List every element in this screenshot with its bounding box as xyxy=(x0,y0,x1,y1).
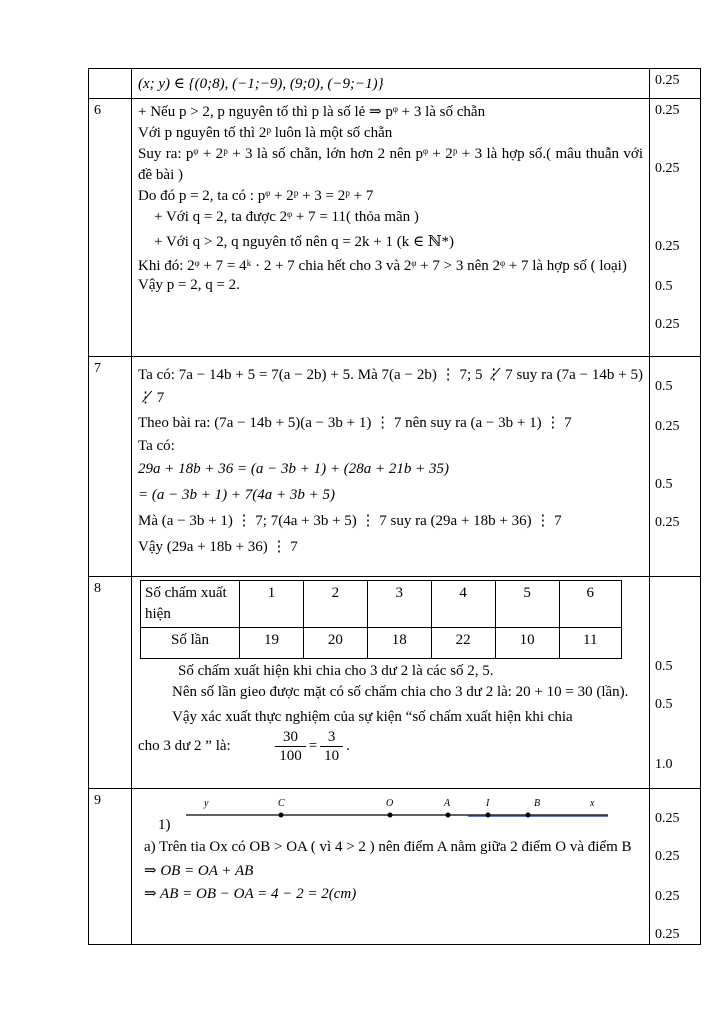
q6-line: Vậy p = 2, q = 2. xyxy=(138,277,240,293)
point-b xyxy=(526,813,531,818)
q7-line: Vậy (29a + 18b + 36) ⋮ 7 xyxy=(138,539,298,555)
score: 0.25 xyxy=(655,419,680,434)
table-row xyxy=(89,99,701,357)
table-cell: 22 xyxy=(431,628,495,659)
table-cell: 2 xyxy=(303,581,367,628)
table-cell: Số chấm xuất hiện xyxy=(141,581,240,628)
q7-line: Ta có: 7a − 14b + 5 = 7(a − 2b) + 5. Mà 7(a − 2b) ⋮ 7; 5 ⋮̸ 7 suy ra (7a − 14b + 5) ⋮̸ 7 xyxy=(138,367,643,406)
question-number: 9 xyxy=(89,789,132,945)
table-cell: 5 xyxy=(495,581,559,628)
q6-line: + Nếu p > 2, p nguyên tố thì p là số lẻ ⇒ pᵠ + 3 là số chẵn xyxy=(138,104,486,120)
score: 0.25 xyxy=(655,889,680,904)
q7-line: Theo bài ra: (7a − 14b + 5)(a − 3b + 1) ⋮ 7 nên suy ra (a − 3b + 1) ⋮ 7 xyxy=(138,415,572,431)
table-cell: Số lần xyxy=(141,628,240,659)
score: 0.5 xyxy=(655,477,673,492)
answer-key-page xyxy=(88,68,682,945)
table-row xyxy=(89,789,701,945)
q8-line-final: cho 3 dư 2 ” là: $\frac{30}{100}$ = $\frac{3}{10}$ . xyxy=(138,729,350,764)
q8-line: Nên số lần gieo được mặt có số chấm chia cho 3 dư 2 là: 20 + 10 = 30 (lần). xyxy=(172,684,629,700)
point-c xyxy=(279,813,284,818)
solution-set: (x; y) ∈ {(0;8), (−1;−9), (9;0), (−9;−1)} xyxy=(138,76,384,92)
table-cell: 3 xyxy=(367,581,431,628)
score: 0.5 xyxy=(655,279,673,294)
table-cell: 1 xyxy=(240,581,304,628)
table-row xyxy=(141,581,622,628)
score: 0.25 xyxy=(655,927,680,942)
ray-label: C xyxy=(278,798,285,809)
q9-line: a) Trên tia Ox có OB > OA ( vì 4 > 2 ) nên điểm A nằm giữa 2 điểm O và điểm B xyxy=(144,839,632,855)
score: 0.25 xyxy=(655,317,680,332)
score: 1.0 xyxy=(655,757,673,772)
table-cell: 20 xyxy=(303,628,367,659)
point-o xyxy=(388,813,393,818)
fraction: $\frac{30}{100}$ xyxy=(275,728,306,765)
q6-line: + Với q = 2, ta được 2ᵠ + 7 = 11( thỏa mãn ) xyxy=(154,209,419,225)
score: 0.5 xyxy=(655,697,673,712)
table-row xyxy=(89,577,701,789)
ray-label: B xyxy=(534,798,541,809)
q9-line: ⇒ AB = OB − OA = 4 − 2 = 2(cm) xyxy=(144,886,357,902)
score: 0.5 xyxy=(655,659,673,674)
table-cell: 10 xyxy=(495,628,559,659)
answer-cell xyxy=(132,69,650,99)
question-number: 6 xyxy=(89,99,132,357)
score: 0.25 xyxy=(655,515,680,530)
ray-label: x xyxy=(590,798,595,809)
ray-label: y xyxy=(204,798,209,809)
table-row xyxy=(89,357,701,577)
answer-cell xyxy=(132,789,650,945)
answer-cell xyxy=(132,577,650,789)
ray-label: O xyxy=(386,798,394,809)
ray-diagram xyxy=(138,792,643,816)
score: 0.25 xyxy=(655,73,680,88)
answer-cell xyxy=(132,357,650,577)
question-number: 8 xyxy=(89,577,132,789)
score: 0.25 xyxy=(655,161,680,176)
fraction: $\frac{3}{10}$ xyxy=(320,728,343,765)
q6-line: Suy ra: pᵠ + 2ᵖ + 3 là số chẵn, lớn hơn 2 nên pᵠ + 2ᵖ + 3 là hợp số.( mâu thuẫn với đề bài ) xyxy=(138,146,643,183)
score: 0.25 xyxy=(655,849,680,864)
point-i xyxy=(486,813,491,818)
q6-line: Do đó p = 2, ta có : pᵠ + 2ᵖ + 3 = 2ᵖ + 7 xyxy=(138,188,374,204)
table-cell: 11 xyxy=(559,628,621,659)
table-row xyxy=(89,69,701,99)
ray-figure xyxy=(138,792,618,822)
q6-line: + Với q > 2, q nguyên tố nên q = 2k + 1 (k ∈ ℕ*) xyxy=(154,234,455,250)
answer-table xyxy=(88,68,701,945)
table-cell: 19 xyxy=(240,628,304,659)
q8-prompt: cho 3 dư 2 ” là: xyxy=(138,737,231,754)
answer-cell xyxy=(132,99,650,357)
ray-label: A xyxy=(444,798,451,809)
q7-line: 29a + 18b + 36 = (a − 3b + 1) + (28a + 21b + 35) xyxy=(138,461,449,477)
table-cell: 18 xyxy=(367,628,431,659)
table-cell: 4 xyxy=(431,581,495,628)
q7-line: Ta có: xyxy=(138,438,175,454)
q7-line: Mà (a − 3b + 1) ⋮ 7; 7(4a + 3b + 5) ⋮ 7 suy ra (29a + 18b + 36) ⋮ 7 xyxy=(138,513,562,529)
question-number: 7 xyxy=(89,357,132,577)
q8-line: Số chấm xuất hiện khi chia cho 3 dư 2 là các số 2, 5. xyxy=(178,663,494,679)
point-a xyxy=(446,813,451,818)
dice-frequency-table xyxy=(140,580,622,659)
part-label: 1) xyxy=(158,817,171,833)
q7-line: = (a − 3b + 1) + 7(4a + 3b + 5) xyxy=(138,487,335,503)
q8-line: Vậy xác xuất thực nghiệm của sự kiện “số chấm xuất hiện khi chia xyxy=(172,709,573,725)
ray-label: I xyxy=(486,798,490,809)
score: 0.25 xyxy=(655,103,680,118)
q6-line: Khi đó: 2ᵠ + 7 = 4ᵏ · 2 + 7 chia hết cho 3 và 2ᵠ + 7 > 3 nên 2ᵠ + 7 là hợp số ( loại) xyxy=(138,258,627,274)
score: 0.5 xyxy=(655,379,673,394)
q9-line: ⇒ OB = OA + AB xyxy=(144,863,254,879)
table-cell: 6 xyxy=(559,581,621,628)
score: 0.25 xyxy=(655,811,680,826)
table-row xyxy=(141,628,622,659)
q6-line: Với p nguyên tố thì 2ᵖ luôn là một số chẵn xyxy=(138,125,393,141)
score: 0.25 xyxy=(655,239,680,254)
